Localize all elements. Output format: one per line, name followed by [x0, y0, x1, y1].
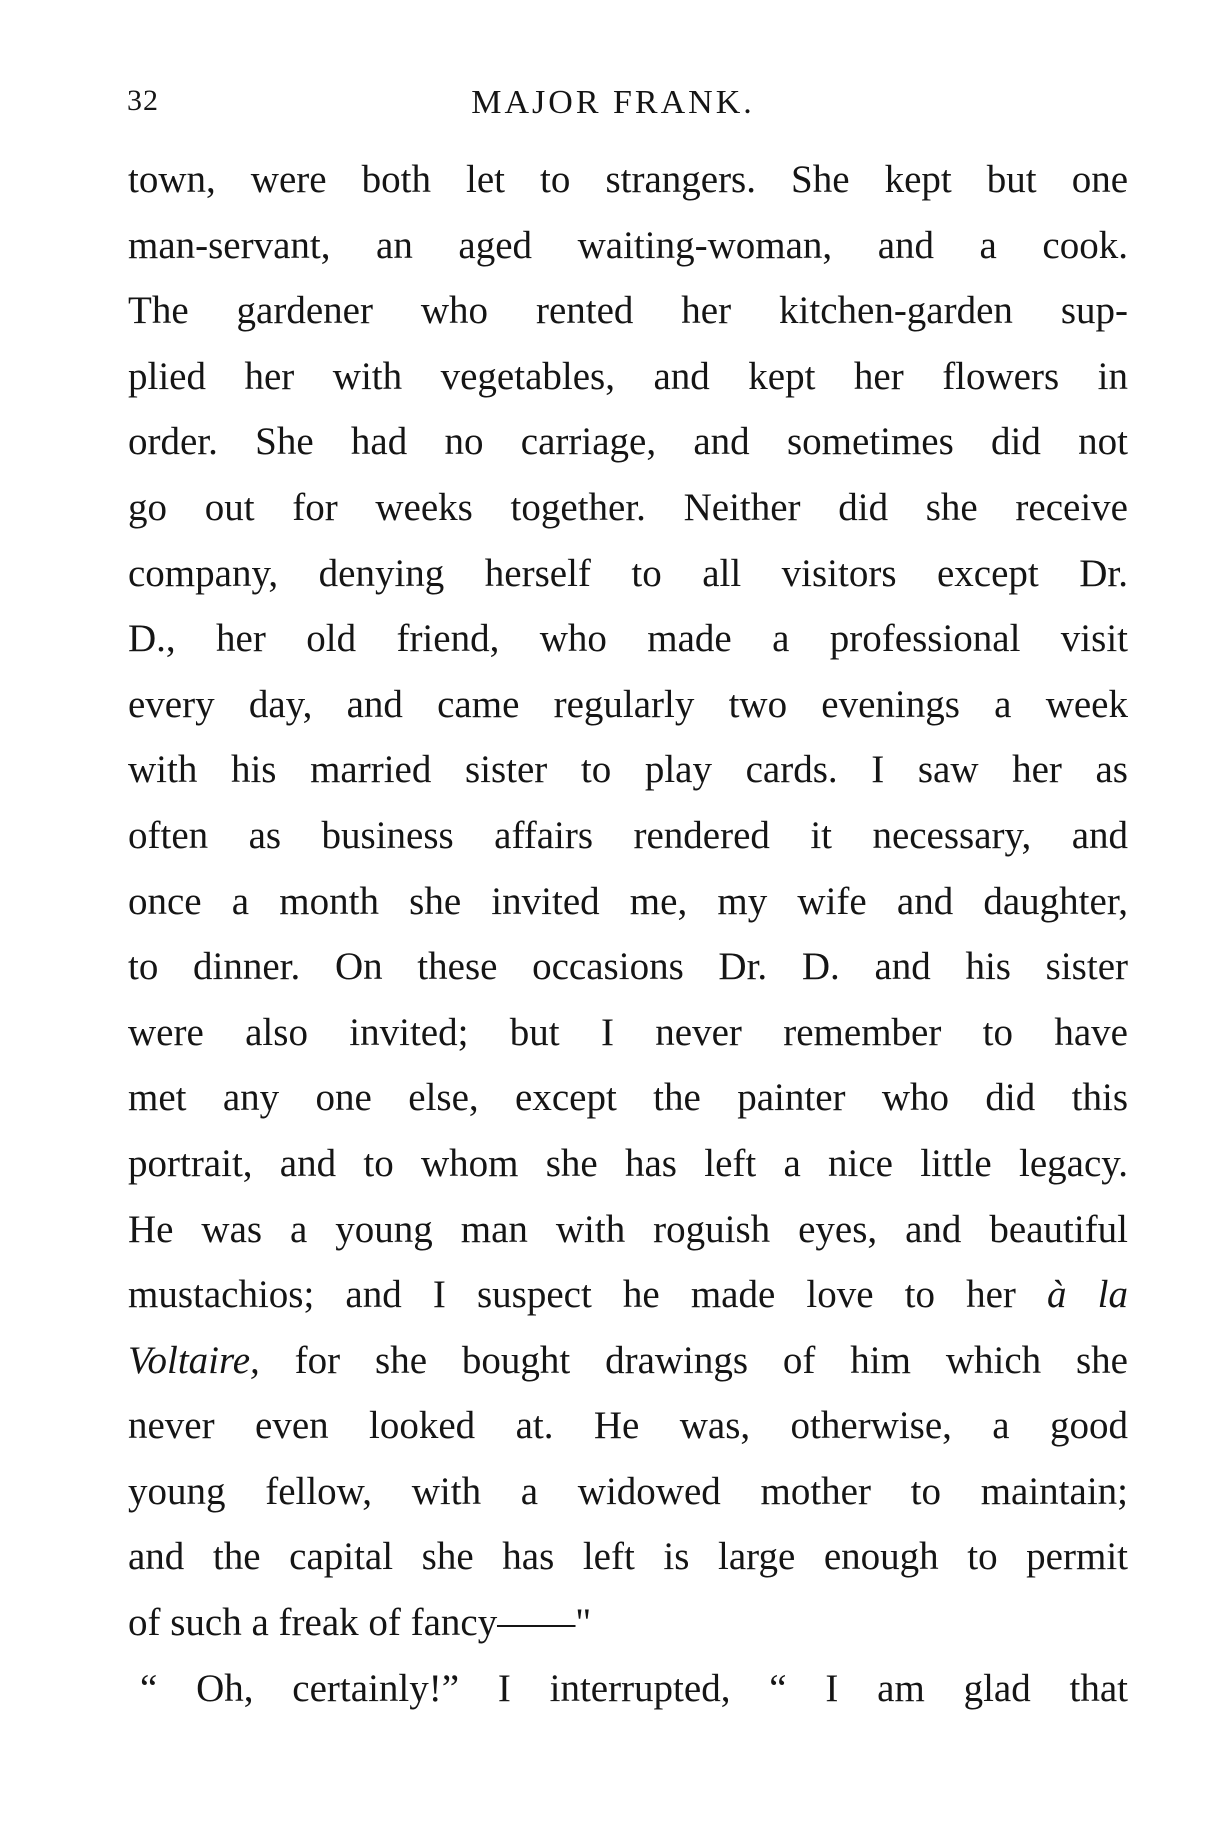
text-line: often as business affairs rendered it necessary, and	[128, 813, 1128, 857]
text-line: “ Oh, certainly!” I interrupted, “ I am glad that	[140, 1666, 1128, 1710]
text-line: man-servant, an aged waiting-woman, and a cook.	[128, 223, 1128, 267]
text-line: D., her old friend, who made a professional visit	[128, 617, 1128, 661]
text-line: every day, and came regularly two evenings a week	[128, 682, 1128, 726]
text-line: were also invited; but I never remember to have	[128, 1010, 1128, 1054]
text-line: once a month she invited me, my wife and daughter,	[128, 879, 1128, 923]
text-line: town, were both let to strangers. She kept but one	[128, 158, 1128, 201]
text-line: The gardener who rented her kitchen-garden sup-	[128, 289, 1128, 333]
text-line: to dinner. On these occasions Dr. D. and his sister	[128, 945, 1128, 989]
page-header	[0, 84, 1226, 134]
text-line: go out for weeks together. Neither did she receive	[128, 485, 1128, 529]
text-line	[128, 1328, 1128, 1394]
text-line: met any one else, except the painter who did this	[128, 1076, 1128, 1120]
text-line: young fellow, with a widowed mother to maintain;	[128, 1469, 1128, 1513]
italic-phrase: Voltaire,	[128, 1338, 260, 1382]
text-line: portrait, and to whom she has left a nice little legacy.	[128, 1141, 1128, 1185]
text-line: He was a young man with roguish eyes, and beautiful	[128, 1207, 1128, 1251]
page-number: 32	[127, 84, 159, 117]
italic-phrase: à la	[1047, 1273, 1129, 1317]
text-line: company, denying herself to all visitors except Dr.	[128, 551, 1128, 595]
text-line: order. She had no carriage, and sometimes did not	[128, 420, 1128, 464]
text-line: never even looked at. He was, otherwise, a good	[128, 1404, 1128, 1448]
text-line: with his married sister to play cards. I saw her as	[128, 748, 1128, 792]
body-text	[128, 147, 1128, 1721]
text-line: and the capital she has left is large enough to permit	[128, 1535, 1128, 1579]
text-line	[128, 1262, 1128, 1328]
text-line: of such a freak of fancy——"	[128, 1601, 592, 1645]
text-segment: for she bought drawings of him which she	[259, 1338, 1128, 1382]
text-segment: mustachios; and I suspect he made love to her	[128, 1273, 1048, 1317]
text-line: plied her with vegetables, and kept her flowers in	[128, 354, 1128, 398]
running-head: MAJOR FRANK.	[471, 84, 755, 121]
